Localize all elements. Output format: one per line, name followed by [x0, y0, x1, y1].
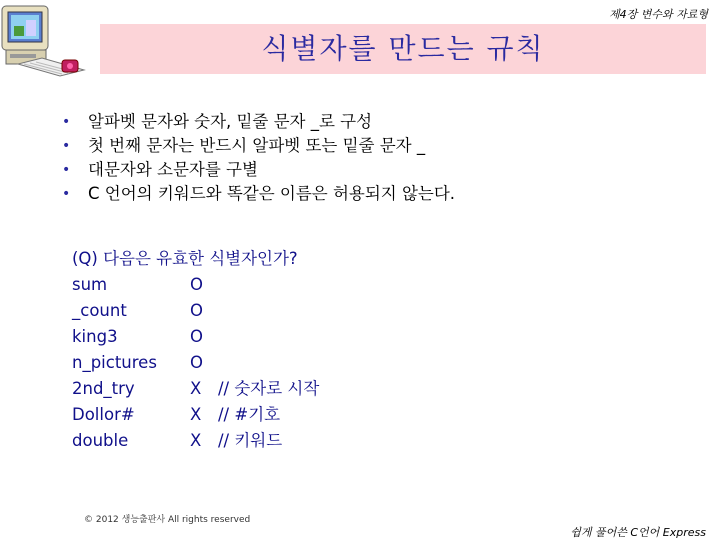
validity-mark: X: [190, 405, 202, 424]
list-item: [62, 110, 455, 134]
identifier: king3: [72, 327, 118, 346]
quiz-row: [72, 376, 320, 402]
validity-mark: X: [190, 379, 202, 398]
validity-mark: O: [190, 275, 203, 294]
quiz-row: [72, 272, 298, 298]
quiz-row: [72, 298, 298, 324]
bullet-icon: •: [62, 138, 71, 154]
quiz-question: (Q) 다음은 유효한 식별자인가?: [72, 249, 298, 268]
identifier: Dollor#: [72, 405, 135, 424]
identifier: 2nd_try: [72, 379, 135, 398]
quiz-note: // 키워드: [218, 431, 283, 450]
slide-title: 식별자를 만드는 규칙: [261, 32, 545, 65]
computer-clipart: [0, 0, 90, 85]
copyright-notice: © 2012 생능출판사 All rights reserved: [84, 515, 251, 525]
quiz-note: // #기호: [218, 405, 281, 424]
quiz-row: [72, 428, 298, 454]
validity-mark: O: [190, 353, 203, 372]
identifier: n_pictures: [72, 353, 157, 372]
quiz-row: [72, 350, 298, 376]
bullet-text: 알파벳 문자와 숫자, 밑줄 문자 _로 구성: [88, 112, 373, 131]
quiz-block: [72, 246, 320, 454]
list-item: [62, 134, 455, 158]
bullet-text: 대문자와 소문자를 구별: [88, 160, 258, 179]
validity-mark: O: [190, 327, 203, 346]
bullet-icon: •: [62, 114, 71, 130]
identifier: sum: [72, 275, 108, 294]
list-item: [62, 158, 455, 182]
book-title: 쉽게 풀어쓴 C언어 Express: [570, 526, 706, 539]
bullet-text: C 언어의 키워드와 똑같은 이름은 허용되지 않는다.: [88, 184, 456, 203]
validity-mark: O: [190, 301, 203, 320]
list-item: [62, 182, 455, 206]
identifier: double: [72, 431, 129, 450]
quiz-row: [72, 324, 298, 350]
validity-mark: X: [190, 431, 202, 450]
chapter-header: 제4장 변수와 자료형: [609, 8, 708, 21]
quiz-row: [72, 402, 298, 428]
bullet-icon: •: [62, 162, 71, 178]
rule-list: [62, 110, 455, 206]
bullet-icon: •: [62, 186, 71, 202]
bullet-text: 첫 번째 문자는 반드시 알파벳 또는 밑줄 문자 _: [88, 136, 426, 155]
identifier: _count: [72, 301, 127, 320]
quiz-note: // 숫자로 시작: [218, 379, 320, 398]
